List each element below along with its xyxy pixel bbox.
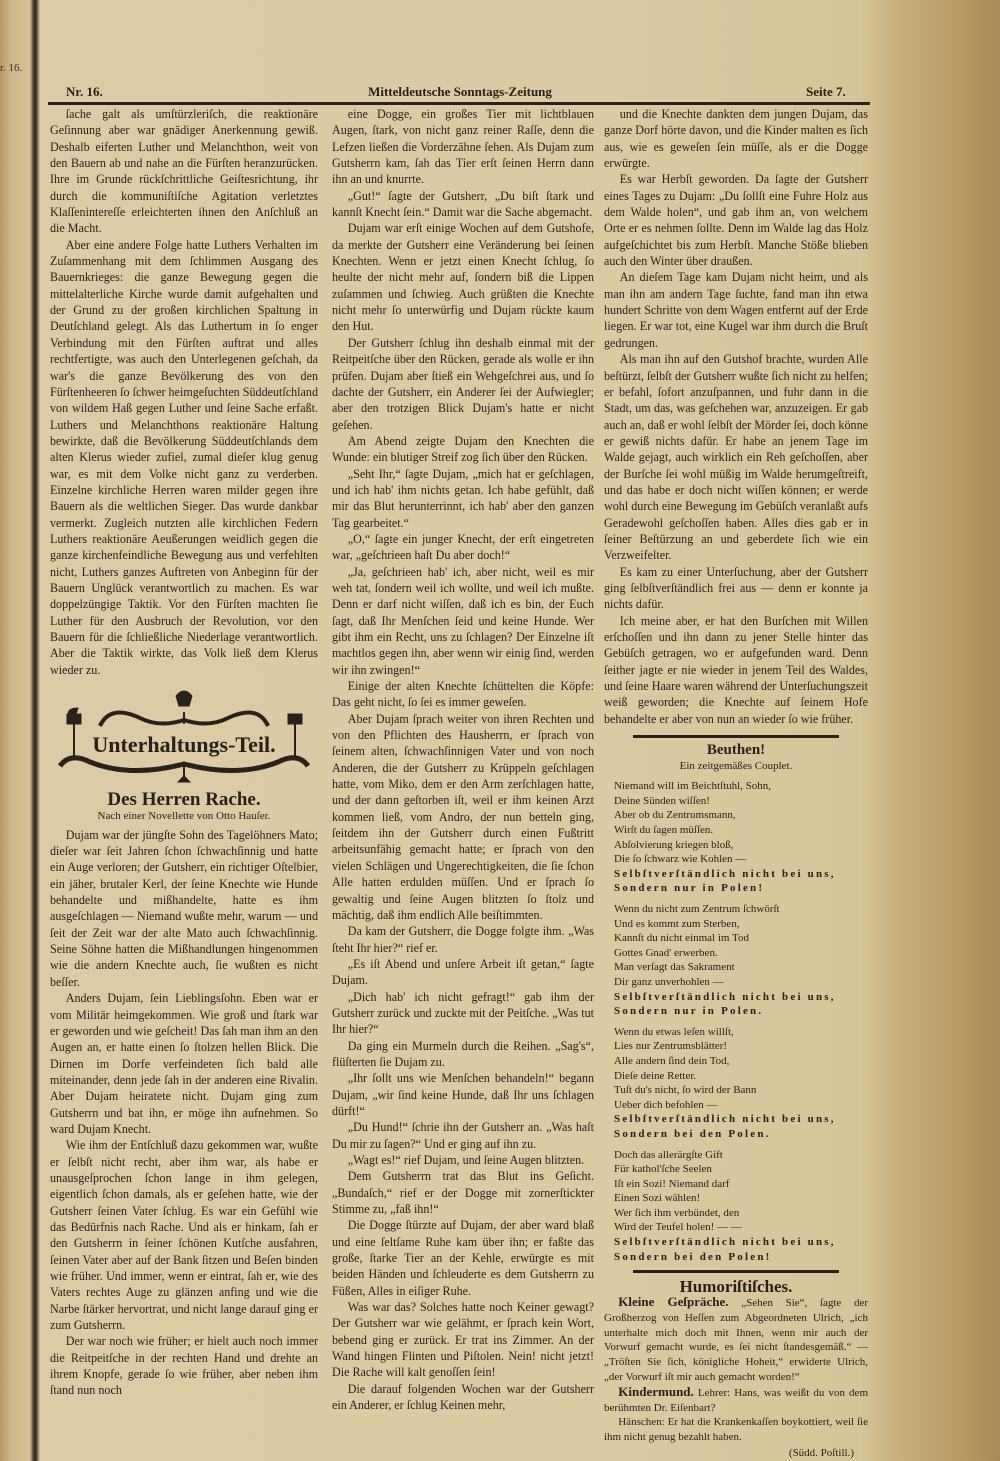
paragraph: und die Knechte dankten dem jungen Dujam, das ganze Dorf hörte davon, und die Kinder malten es ſich aus, wie es geweſen ſein müſſe, als er die Dogge erwürgte. (604, 107, 868, 171)
paragraph: Dujam war erſt einige Wochen auf dem Gutshofe, da merkte der Gutsherr eine Veränderung bei ſeinen Knechten. Wenn er jetzt einen Knecht ſchlug, ſo heulte der nicht mehr auf, ſondern biß die Lippen zuſammen und ſchwieg. Auch grüßten die Knechte nicht mehr ſo unterwürfig und Dujam rückte kaum den Hut. (332, 221, 594, 334)
column-2 (332, 106, 594, 1414)
poem-title: Beuthen! (706, 741, 766, 758)
poem-line: Ueber dich befohlen — (614, 1098, 718, 1111)
paragraph: Der war noch wie früher; er hielt auch noch immer die Reitpeitſche in der rechten Hand und drehte an ihrem Knopfe, gerade ſo wie früher, aber neben ihm ſtand nun noch (50, 1334, 318, 1398)
poem-line: Abſolvierung kriegen bloß, (614, 838, 734, 851)
poem-line: Iſt ein Sozi! Niemand darf (614, 1177, 730, 1190)
paragraph: An dieſem Tage kam Dujam nicht heim, und als man ihn am andern Tage ſuchte, fand man ihn etwa hundert Schritte von dem Wagen entfernt auf der Erde liegen. Er war tot, eine Kugel war ihm durch die Bruſt gedrungen. (604, 270, 868, 350)
humor-item (604, 1385, 868, 1416)
paragraph: „Dich hab' ich nicht gefragt!“ gab ihm der Gutsherr zurück und zuckte mit der Peitſche. „Was tut Ihr hier?“ (332, 989, 594, 1037)
header-rule (48, 102, 870, 105)
humor-item-heading: Kleine Geſpräche. (618, 1294, 729, 1310)
section-divider (633, 735, 839, 738)
paragraph: Einige der alten Knechte ſchüttelten die Köpfe: Das geht nicht, ſo ſei es immer geweſen. (332, 679, 594, 710)
humor-answer: Hänschen: Er hat die Krankenkaſſen boykottiert, weil ſie ihm nicht genug bezahlt haben. (604, 1416, 868, 1444)
poem-refrain-line: Selbſtverſtändlich nicht bei uns, (614, 990, 836, 1003)
newspaper-title: Mitteldeutsche Sonntags-Zeitung (368, 84, 552, 99)
poem-line: Dir ganz unverhohlen — (614, 975, 724, 988)
section-divider (633, 1270, 839, 1273)
paragraph: „Gut!“ ſagte der Gutsherr, „Du biſt ſtark und kannſt Knecht ſein.“ Damit war die Sache abgemacht. (332, 188, 594, 220)
paragraph: Was war das? Solches hatte noch Keiner gewagt? Der Gutsherr war wie gelähmt, er ſprach kein Wort, bebend ging er zurück. Er trat ins Zimmer. An der Wand hingen Flinten und Piſtolen. Nein! nicht jetzt! Die Rache will kalt genoſſen ſein! (332, 1300, 594, 1380)
paragraph: Es kam zu einer Unterſuchung, aber der Gutsherr ging ſelbſtverſtändlich frei aus — denn er konnte ja nichts dafür. (604, 564, 868, 612)
paragraph: „Seht Ihr,“ ſagte Dujam, „mich hat er geſchlagen, und ich hab' ihm nichts getan. Ich habe gefühlt, daß mir das Blut herunterrinnt, ich hab' aber den ganzen Tag gearbeitet.“ (332, 466, 594, 530)
poem-refrain-line: Sondern nur in Polen. (614, 1005, 764, 1018)
poem-line: Lies nur Zentrumsblätter! (614, 1040, 728, 1053)
paragraph: ſache galt als umſtürzleriſch, die reaktionäre Geſinnung aber war gnädiger Anerkennung gewiß. Deshalb eiferten Luther und Melanchthon, weit von den Bauern ab und nahe an die Fürſten heranzurücken. Ihre im Grunde rückſchrittliche Geiſtesrichtung, ihr durch die kommuniſtiſche Agitation verletztes Klaſſenintereſſe erleichterten ihnen den Anſchluß an die Macht. (50, 107, 318, 236)
paragraph: Da ging ein Murmeln durch die Reihen. „Sag's“, flüſterten ſie Dujam zu. (332, 1038, 594, 1069)
humor-item-heading: Kindermund. (618, 1383, 694, 1399)
humor-source: (Südd. Poſtill.) (788, 1447, 854, 1460)
paragraph: „O,“ ſagte ein junger Knecht, der erſt eingetreten war, „geſchrieen haſt Du aber doch!“ (332, 531, 594, 563)
article-continuation (50, 106, 318, 678)
poem-refrain-line: Selbſtverſtändlich nicht bei uns, (614, 1113, 836, 1126)
poem-stanza (614, 902, 868, 1019)
poem-stanza (614, 779, 868, 896)
humor-section (604, 1295, 868, 1415)
poem-stanza (614, 1025, 868, 1142)
poem-refrain-line: Sondern bei den Polen! (614, 1250, 772, 1263)
paragraph: Anders Dujam, ſein Lieblingsſohn. Eben war er vom Militär heimgekommen. Wie groß und ſtark war er geworden und wie geſcheit! Das ſah man ihm an den Augen an, er hatte einen ſo ſtolzen hellen Blick. Die Dirnen im Dorfe verfeindeten ſich bald alle miteinander, denn jede ſah in der anderen eine Rivalin. Aber Dujam heiratete nicht. Dujam ging zum Gutsherrn und bat ihn, er möge ihn aufnehmen. So ward Dujam Knecht. (50, 991, 318, 1136)
paragraph: Ich meine aber, er hat den Burſchen mit Willen erſchoſſen und ihn dann zu jener Stelle hinter das Gebüſch getragen, wo er aufgefunden ward. Denn ſeither jagte er nie wieder in jenem Teil des Waldes, und ſeine Haare waren während der Unterſuchungszeit weiß geworden; die Knechte auf ſeinem Hofe behandelte er aber von nun an wieder ſo wie früher. (604, 613, 868, 726)
poem-line: Und es kommt zum Sterben, (614, 917, 740, 930)
paragraph: „Ihr ſollt uns wie Menſchen behandeln!“ begann Dujam, „wir ſind keine Hunde, daß Ihr uns ſchlagen dürft!“ (332, 1071, 594, 1118)
paragraph: Aber Dujam ſprach weiter von ihren Rechten und von den Pflichten des Hausherrn, er ſprach von ſeinem alten, ſchwachſinnigen Vater und von noch Anderen, die der Gutsherr zu Krüppeln geſchlagen hatte, vom Miko, dem er den Arm zerſchlagen hatte, und der dann geſtorben iſt, weil er ihm keinen Arzt kommen ließ, vom Andro, der nun betteln ging, ſeitdem ihn der Gutsherr durch einen Fußtritt arbeitsunfähig gemacht hatte; er ſprach von den vielen Schlägen und Ungerechtigkeiten, die ſie ſchon Alle hatten erdulden müſſen. Und er ſprach ſo gewaltig und ſeine Augen blitzten ſo ſtolz und mächtig, daß ihm endlich Alle beiſtimmten. (332, 711, 594, 922)
poem-line: Aber ob du Zentrumsmann, (614, 809, 736, 822)
story-part-1 (50, 827, 318, 1399)
paragraph: „Du Hund!“ ſchrie ihn der Gutsherr an. „Was haſt Du mir zu ſagen?“ Und er ging auf ihn zu. (332, 1120, 594, 1151)
poem-line: Niemand will im Beichtſtuhl, Sohn, (614, 780, 772, 793)
poem-subtitle: Ein zeitgemäßes Couplet. (679, 759, 793, 772)
paragraph: Dujam war der jüngſte Sohn des Tagelöhners Mato; dieſer war ſeit Jahren ſchon ſchwachſinnig und hatte ein Auge verloren; der Gutsherr, ein richtiger Oſtelbier, ein jäher, brutaler Kerl, der ſeine Knechte wie Hunde behandelte und mißhandelte, hatte es ihm ausgeſchlagen — Niemand wußte mehr, warum — und ſeit der Zeit war der alte Mato auch ſchwachſinnig. Seine Söhne hatten die Mißhandlungen hingenommen wie die andern Knechte auch, ſie wußten es nicht beſſer. (50, 827, 318, 989)
adjacent-page-number: r. 16. (0, 62, 23, 74)
story-part-3 (604, 106, 868, 727)
humor-title: Humoriſtiſches. (679, 1276, 793, 1296)
poem-line: Für kathol'ſche Seelen (614, 1163, 712, 1176)
humor-item-text: „Sehen Sie“, ſagte der Großherzog von Heſſen zum Abgeordneten Ulrich, „ich unterhalte mich doch mit Ihnen, wenn mir auch der Vorwurf gemacht wurde, es ſei nicht ſtandesgemäß.“ — „Tröſten Sie ſich, königliche Hoheit,“ erwiderte Ulrich, „der Vorwurf iſt mir auch gemacht worden!“ (604, 1297, 868, 1384)
poem (604, 779, 868, 1264)
poem-line: Einen Sozi wählen! (614, 1192, 701, 1205)
humor-item (604, 1295, 868, 1385)
paragraph: Dem Gutsherrn trat das Blut ins Geſicht. „Bundaſch,“ rief er der Dogge mit zornerſtickter Stimme zu, „faß ihn!“ (332, 1169, 594, 1217)
poem-refrain-line: Selbſtverſtändlich nicht bei uns, (614, 867, 836, 880)
poem-refrain-line: Selbſtverſtändlich nicht bei uns, (614, 1236, 836, 1249)
poem-line: Wenn du nicht zum Zentrum ſchwörſt (614, 903, 780, 915)
page-number: Seite 7. (806, 84, 846, 99)
poem-line: Kannſt du nicht einmal im Tod (614, 932, 749, 945)
poem-refrain-line: Sondern bei den Polen. (614, 1127, 771, 1140)
story-byline: Nach einer Novellette von Otto Hauſer. (97, 810, 271, 823)
ornament-frame-icon (50, 684, 318, 784)
poem-line: Die ſo ſchwarz wie Kohlen — (614, 853, 747, 866)
poem-refrain-line: Sondern nur in Polen! (614, 882, 765, 895)
poem-line: Wird der Teufel holen! — — (614, 1221, 742, 1234)
section-ornament (50, 684, 318, 784)
poem-line: Gottes Gnad' erwerben. (614, 946, 718, 959)
paragraph: Als man ihn auf den Gutshof brachte, wurden Alle beſtürzt, ſelbſt der Gutsherr wußte ſich nicht zu helfen; er befahl, ſofort anzuſpannen, und fuhr dann in die Stadt, um das, was geſchehen war, anzuzeigen. Er gab auch an, daß er wohl ſelbſt der Mörder ſei, doch könne er gewiß nichts dafür. Er habe an jenem Tage im Walde gejagt, auch wirklich ein Reh geſchoſſen, aber der Burſche ſei wohl müßig im Walde herumgeſtreift, und das habe er doch nicht wiſſen können; er werde wohl durch eine Bewegung im Gebüſch veranlaßt aufs Geradewohl geſchoſſen haben. Alles dies gab er in ſeiner Beſtürzung an und geberdete ſich wie ein Verzweifelter. (604, 352, 868, 563)
column-3 (604, 106, 868, 1461)
column-1 (50, 106, 318, 1399)
poem-line: Doch das allerärgſte Gift (614, 1148, 723, 1161)
paragraph: Es war Herbſt geworden. Da ſagte der Gutsherr eines Tages zu Dujam: „Du ſollſt eine Fuhre Holz aus dem Walde holen“, und gab ihm an, von welchem Orte er es nehmen ſollte. Denn im Walde lag das Holz aufgeſchichtet bis zum Herbſt. Manche Stöße blieben auch den Winter über draußen. (604, 172, 868, 269)
paragraph: „Ja, geſchrieen hab' ich, aber nicht, weil es mir weh tat, ſondern weil ich wollte, und weil ich mußte. Denn er darf nicht wiſſen, daß ich es bin, der Euch ſagt, daß Ihr Menſchen ſeid und keine Hunde. Wer gibt ihm ein Recht, uns zu ſchlagen? Der Einzelne iſt machtlos gegen ihn, aber wenn wir einig ſind, werden wir ihn zwingen!“ (332, 564, 594, 677)
paragraph: Der Gutsherr ſchlug ihn deshalb einmal mit der Reitpeitſche über den Rücken, gerade als wolle er ihn prüfen. Dujam aber ſtieß ein Wehgeſchrei aus, und ſo dachte der Gutsherr, ein Anderer ſei der Aufwiegler; aber den trotzigen Blick Dujam's hatte er nicht geſehen. (332, 335, 594, 432)
humor-item-text: Lehrer: Hans, was weißt du von dem berühmten Dr. Eiſenbart? (604, 1386, 868, 1414)
section-title: Unterhaltungs-Teil. (92, 732, 276, 758)
poem-stanza (614, 1148, 868, 1265)
paragraph: Da kam der Gutsherr, die Dogge folgte ihm. „Was ſteht Ihr hier?“ rief er. (332, 924, 594, 955)
issue-number: Nr. 16. (66, 84, 103, 99)
paragraph: „Es iſt Abend und unſere Arbeit iſt getan,“ ſagte Dujam. (332, 956, 594, 988)
paragraph: Die Dogge ſtürzte auf Dujam, der aber ward blaß und eine ſeltſame Ruhe kam über ihn; er faßte das große, ſtarke Tier an der Kehle, erwürgte es mit beiden Händen und ſchleuderte es dem Gutsherrn zu Füßen, Alles in eiſiger Ruhe. (332, 1218, 594, 1298)
paragraph: Die darauf folgenden Wochen war der Gutsherr ein Anderer, er ſchlug Keinen mehr, (332, 1381, 594, 1413)
paragraph: eine Dogge, ein großes Tier mit lichtblauen Augen, ſtark, von nicht ganz reiner Raſſe, denn die Lefzen ließen die Vorderzähne ſehen. Als Dujam zum Gutsherrn kam, ſah das Tier erſt ſeinen Herrn dann ihn an und knurrte. (332, 107, 594, 187)
paragraph: Aber eine andere Folge hatte Luthers Verhalten im Zuſammenhang mit dem ſchlimmen Ausgang des Bauernkrieges: die ganze Bewegung gegen die mittelalterliche Kirche wurde damit aufgehalten und der Grund zu der großen kirchlichen Spaltung in Deutſchland gelegt. Als das Luthertum in ſo enger Verbindung mit den Fürſten auftrat und alles rechtfertigte, was auch den Unterlegenen geſchah, da war's die ganze Bevölkerung des von den Fürſtenheeren ſo ſchwer heimgeſuchten Süddeutſchland von wildem Haß gegen Luther und ſeine Sache erfaßt. Luthers und Melanchthons reaktionäre Haltung bewirkte, daß die Bevölkerung Süddeutſchlands dem alten Klerus wieder zufiel, zumal dieſer klug genug war, es mit dem Volke nicht ganz zu verderben. Einzelne kirchliche Herren waren milder gegen ihre Bauern als die weltlichen Sieger. Das wurde dankbar vermerkt. Zugleich nutzten alle kirchlichen Federn Luthers reaktionäre Aeußerungen weidlich gegen die ganze kirchenfeindliche Bewegung aus und verfehlten nicht, Luthers ganzes Auftreten von Anbeginn für der Bauern Unglück verantwortlich zu machen. Es war doppelzüngige Taktik. Vor den Fürſten machten ſie Luther für den Ausbruch der Revolution, vor den Bauern für die ſchließliche Niederlage verantwortlich. Aber die Taktik wirkte, das Volk ließ dem Klerus wieder zu. (50, 237, 318, 677)
poem-line: Wirſt du ſagen müſſen. (614, 824, 714, 837)
poem-line: Alle andern ſind dein Tod, (614, 1054, 730, 1067)
story-part-2 (332, 106, 594, 1414)
story-title: Des Herren Rache. (107, 789, 261, 811)
poem-line: Man verſagt das Sakrament (614, 961, 735, 974)
poem-line: Dieſe deine Retter. (614, 1069, 697, 1082)
poem-line: Wenn du etwas leſen willſt, (614, 1025, 734, 1038)
paragraph: „Wagt es!“ rief Dujam, und ſeine Augen blitzten. (347, 1153, 585, 1167)
poem-line: Wer ſich ihm verbündet, den (614, 1206, 740, 1219)
paragraph: Am Abend zeigte Dujam den Knechten die Wunde: ein blutiger Streif zog ſich über den Rücken. (332, 433, 594, 465)
poem-line: Deine Sünden wiſſen! (614, 794, 710, 807)
paragraph: Wie ihm der Entſchluß dazu gekommen war, wußte er ſelbſt nicht recht, aber ihm war, als habe er unausgeſprochen ſchon lange in ihm gelegen, eigentlich ſchon damals, als er geſehen hatte, wie der Gutsherr ſeinen Vater ſchlug. Es war ein Gefühl wie das Bedürfnis nach Rache. Und als er hinkam, ſah er den Gutsherrn in ſeiner ſchönen Kutſche ausfahren, ſeinen Vater aber auf der Bank ſitzen und Beſen binden wie früher. Und immer, wenn er eintrat, ſah er, wie des Vaters rechtes Auge zu glänzen anfing und wie die Narbe ſtärker hervortrat, und nicht lange darauf ging er zum Gutsherrn. (50, 1138, 318, 1333)
poem-line: Tuſt du's nicht, ſo wird der Bann (614, 1084, 757, 1097)
adjacent-page-fragment (0, 60, 32, 1380)
